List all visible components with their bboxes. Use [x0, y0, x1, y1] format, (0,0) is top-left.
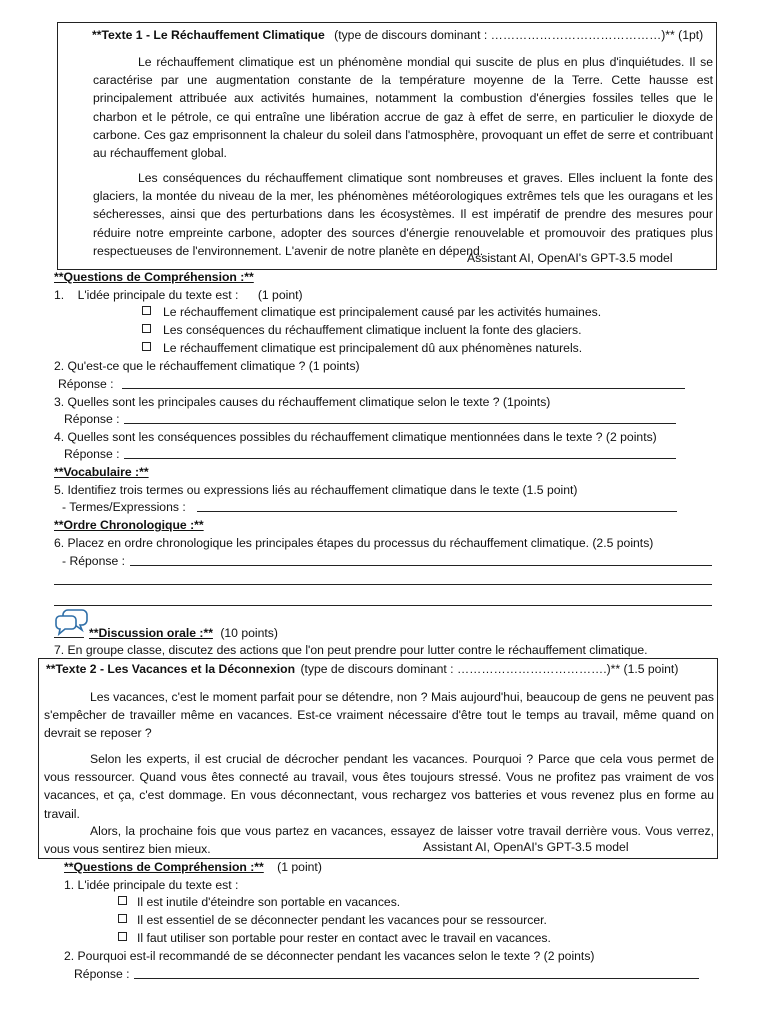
- texte1-title-suffix: (type de discours dominant : ……………………………………)** (1pt): [334, 28, 704, 42]
- s2-q1-option-2-label: Il est essentiel de se déconnecter pendant les vacances pour se ressourcer.: [137, 913, 547, 927]
- checkbox-icon[interactable]: [118, 896, 127, 905]
- q1-option-3-label: Le réchauffement climatique est principalement dû aux phénomènes naturels.: [163, 341, 583, 355]
- q2: 2. Qu'est-ce que le réchauffement climatique ? (1 points): [54, 359, 360, 373]
- checkbox-icon[interactable]: [142, 342, 151, 351]
- q6-answer-line-2[interactable]: [54, 584, 712, 585]
- q1-option-2[interactable]: [142, 323, 581, 337]
- s2-q2-answer-label: Réponse :: [74, 967, 130, 981]
- checkbox-icon[interactable]: [118, 914, 127, 923]
- s2-q1-option-2[interactable]: [118, 913, 547, 927]
- q4-answer-line[interactable]: [124, 458, 676, 459]
- q1-option-3[interactable]: [142, 341, 582, 355]
- s2-q1-option-1[interactable]: [118, 895, 400, 909]
- vocab-heading: **Vocabulaire :**: [54, 465, 149, 479]
- q1-label: 1.: [54, 288, 65, 302]
- speech-bubble-icon: [54, 606, 88, 636]
- texte2-title-prefix: **Texte 2 - Les Vacances et la Déconnexion: [46, 662, 296, 676]
- q1-option-2-label: Les conséquences du réchauffement climatique incluent la fonte des glaciers.: [163, 323, 582, 337]
- q7: 7. En groupe classe, discutez des actions que l'on peut prendre pour lutter contre le réchauffement climatique.: [54, 643, 648, 657]
- q1-points: (1 point): [257, 288, 303, 302]
- discussion-points: (10 points): [220, 626, 278, 640]
- section2-points: (1 point): [277, 860, 322, 874]
- section2-heading-row: [64, 860, 322, 874]
- section2-heading: **Questions de Compréhension :**: [64, 860, 264, 874]
- texte1-title-prefix: **Texte 1 - Le Réchauffement Climatique: [92, 28, 325, 42]
- q5-answer-label: - Termes/Expressions :: [62, 500, 186, 514]
- q4: 4. Quelles sont les conséquences possibles du réchauffement climatique mentionnées dans le texte ? (2 points): [54, 430, 657, 444]
- checkbox-icon[interactable]: [142, 306, 151, 315]
- q1-option-1[interactable]: [142, 305, 601, 319]
- s2-q1-option-3[interactable]: [118, 931, 551, 945]
- s2-q2: 2. Pourquoi est-il recommandé de se déconnecter pendant les vacances selon le texte ? (2 points): [64, 949, 595, 963]
- q1-text: L'idée principale du texte est :: [77, 288, 239, 302]
- q5: 5. Identifiez trois termes ou expressions liés au réchauffement climatique dans le texte (1.5 point): [54, 483, 578, 497]
- q6-answer-label: - Réponse :: [62, 554, 126, 568]
- discussion-heading: **Discussion orale :**: [89, 626, 213, 640]
- texte1-title: [92, 28, 703, 42]
- q1-option-1-label: Le réchauffement climatique est principalement causé par les activités humaines.: [163, 305, 602, 319]
- texte2-paragraph-3: Alors, la prochaine fois que vous partez en vacances, essayez de laisser votre travail derrière vous. Vous verrez, vous vous sentirez bien mieux.: [44, 824, 714, 857]
- texte2-title-suffix: (type de discours dominant : ……………………………….)** (1.5 point): [300, 662, 679, 676]
- checkbox-icon[interactable]: [142, 324, 151, 333]
- discussion-heading-row: [89, 626, 278, 640]
- texte1-paragraph-2: Les conséquences du réchauffement climatique sont nombreuses et graves. Elles incluent la fonte des glaciers, la montée du niveau de la mer, les phénomènes météorologiques extrêmes tels que les ouragans et les sécheresses, ainsi que des perturbations dans les écosystèmes. Il est impératif de prendre des mesures pour réduire notre empreinte carbone, adopter des sources d'énergie renouvelable et promouvoir des pratiques plus respectueuses de l'environnement. L'avenir de notre planète en dépend.: [93, 171, 713, 258]
- texte2-title: [46, 662, 678, 676]
- q4-answer-label: Réponse :: [64, 447, 120, 461]
- s2-q1-option-3-label: Il faut utiliser son portable pour rester en contact avec le travail en vacances.: [137, 931, 551, 945]
- q3-answer-label: Réponse :: [64, 412, 120, 426]
- section1-heading: **Questions de Compréhension :**: [54, 270, 254, 284]
- texte2-paragraph-2: Selon les experts, il est crucial de décrocher pendant les vacances. Pourquoi ? Parce que cela vous permet de vous ressourcer. Quand vous êtes connecté au travail, vous êtes toujours stressé. Vous ne profitez pas vraiment de vos vacances, et ça, c'est dommage. En vous déconnectant, vous rechargez vos batteries et vous revenez plus en forme au travail.: [44, 752, 714, 821]
- q2-answer-line[interactable]: [122, 388, 685, 389]
- texte1-source: Assistant AI, OpenAI's GPT-3.5 model: [467, 251, 673, 265]
- texte1-paragraph-1: Le réchauffement climatique est un phénomène mondial qui suscite de plus en plus d'inquiétudes. Il se caractérise par une augmentation constante de la température moyenne de la Terre. Cette hausse est principalement attribuée aux activités humaines, notamment la combustion d'énergies fossiles telles que le charbon et le pétrole, ce qui entraîne une libération accrue de gaz à effet de serre, en particulier le dioxyde de carbone. Ces gaz emprisonnent la chaleur du soleil dans l'atmosphère, provoquant un effet de serre et contribuant au réchauffement global.: [93, 55, 713, 161]
- q1: [54, 288, 303, 302]
- checkbox-icon[interactable]: [118, 932, 127, 941]
- q6: 6. Placez en ordre chronologique les principales étapes du processus du réchauffement climatique. (2.5 points): [54, 536, 654, 550]
- s2-q1: 1. L'idée principale du texte est :: [64, 878, 239, 892]
- q5-answer-line[interactable]: [197, 511, 677, 512]
- s2-q2-answer-line[interactable]: [134, 978, 699, 979]
- q6-answer-line-1[interactable]: [130, 565, 712, 566]
- q3: 3. Quelles sont les principales causes du réchauffement climatique selon le texte ? (1points): [54, 395, 551, 409]
- discussion-icon-underline: [54, 637, 84, 638]
- s2-q1-option-1-label: Il est inutile d'éteindre son portable en vacances.: [137, 895, 401, 909]
- q3-answer-line[interactable]: [124, 423, 676, 424]
- q6-answer-line-3[interactable]: [54, 605, 712, 606]
- q2-answer-label: Réponse :: [58, 377, 114, 391]
- texte2-source: Assistant AI, OpenAI's GPT-3.5 model: [423, 840, 629, 854]
- ordre-heading: **Ordre Chronologique :**: [54, 518, 204, 532]
- texte2-paragraph-1: Les vacances, c'est le moment parfait pour se détendre, non ? Mais aujourd'hui, beaucoup de gens ne peuvent pas s'empêcher de travailler même en vacances. Est-ce vraiment nécessaire d'être tout le temps au travail, même quand on devrait se reposer ?: [44, 690, 714, 741]
